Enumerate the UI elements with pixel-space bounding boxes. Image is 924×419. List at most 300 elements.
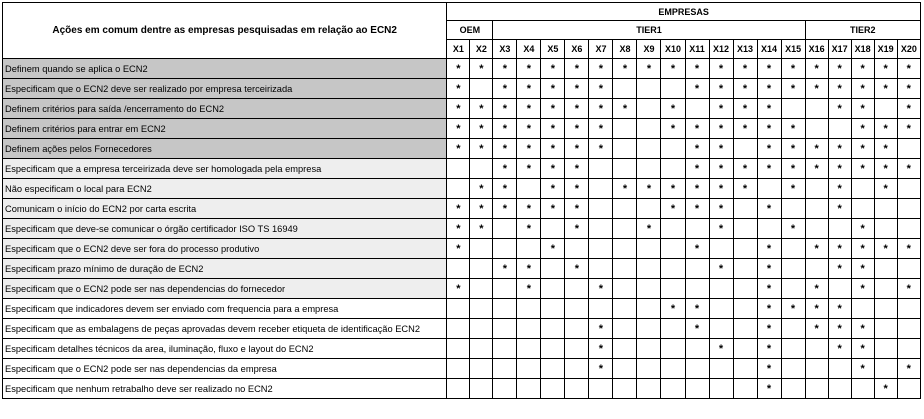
- mark-cell-empty: [709, 299, 733, 319]
- mark-cell-checked: *: [565, 99, 589, 119]
- mark-cell-empty: [661, 359, 685, 379]
- mark-cell-checked: *: [757, 279, 781, 299]
- action-label: Especificam que nenhum retrabalho deve ser realizado no ECN2: [3, 379, 447, 399]
- mark-cell-empty: [685, 379, 709, 399]
- mark-cell-empty: [805, 379, 828, 399]
- mark-cell-empty: [897, 199, 920, 219]
- mark-cell-checked: *: [470, 219, 493, 239]
- mark-cell-empty: [851, 299, 874, 319]
- mark-cell-empty: [781, 339, 805, 359]
- mark-cell-empty: [685, 99, 709, 119]
- mark-cell-empty: [874, 259, 897, 279]
- mark-cell-empty: [757, 219, 781, 239]
- mark-cell-empty: [685, 279, 709, 299]
- mark-cell-empty: [897, 339, 920, 359]
- mark-cell-empty: [470, 319, 493, 339]
- column-header-x6: X6: [565, 40, 589, 59]
- column-header-x4: X4: [517, 40, 541, 59]
- table-row: [3, 59, 921, 79]
- mark-cell-checked: *: [733, 179, 757, 199]
- mark-cell-checked: *: [685, 139, 709, 159]
- mark-cell-empty: [613, 339, 637, 359]
- mark-cell-empty: [565, 299, 589, 319]
- mark-cell-empty: [613, 279, 637, 299]
- mark-cell-checked: *: [517, 199, 541, 219]
- mark-cell-empty: [897, 379, 920, 399]
- mark-cell-empty: [661, 79, 685, 99]
- mark-cell-checked: *: [733, 99, 757, 119]
- mark-cell-checked: *: [733, 59, 757, 79]
- mark-cell-checked: *: [757, 259, 781, 279]
- mark-cell-checked: *: [661, 99, 685, 119]
- table-row: [3, 99, 921, 119]
- mark-cell-checked: *: [661, 119, 685, 139]
- mark-cell-empty: [447, 339, 470, 359]
- mark-cell-checked: *: [828, 59, 851, 79]
- mark-cell-checked: *: [874, 179, 897, 199]
- mark-cell-empty: [565, 359, 589, 379]
- mark-cell-checked: *: [851, 319, 874, 339]
- table-row: [3, 219, 921, 239]
- mark-cell-checked: *: [757, 119, 781, 139]
- mark-cell-checked: *: [637, 179, 661, 199]
- mark-cell-empty: [613, 119, 637, 139]
- mark-cell-empty: [470, 239, 493, 259]
- table-row: [3, 339, 921, 359]
- mark-cell-empty: [874, 359, 897, 379]
- mark-cell-checked: *: [828, 319, 851, 339]
- mark-cell-checked: *: [757, 59, 781, 79]
- mark-cell-checked: *: [874, 79, 897, 99]
- mark-cell-empty: [470, 159, 493, 179]
- column-header-x10: X10: [661, 40, 685, 59]
- mark-cell-checked: *: [874, 159, 897, 179]
- mark-cell-checked: *: [685, 59, 709, 79]
- mark-cell-checked: *: [565, 179, 589, 199]
- mark-cell-empty: [470, 299, 493, 319]
- mark-cell-empty: [661, 239, 685, 259]
- mark-cell-empty: [589, 159, 613, 179]
- mark-cell-empty: [589, 219, 613, 239]
- mark-cell-empty: [828, 119, 851, 139]
- mark-cell-checked: *: [589, 59, 613, 79]
- mark-cell-checked: *: [470, 99, 493, 119]
- mark-cell-empty: [541, 279, 565, 299]
- mark-cell-empty: [733, 239, 757, 259]
- mark-cell-checked: *: [589, 359, 613, 379]
- mark-cell-empty: [613, 259, 637, 279]
- mark-cell-checked: *: [661, 59, 685, 79]
- mark-cell-empty: [613, 219, 637, 239]
- mark-cell-checked: *: [541, 179, 565, 199]
- mark-cell-empty: [828, 279, 851, 299]
- mark-cell-empty: [685, 259, 709, 279]
- mark-cell-empty: [637, 159, 661, 179]
- mark-cell-empty: [733, 359, 757, 379]
- mark-cell-empty: [781, 359, 805, 379]
- mark-cell-empty: [613, 319, 637, 339]
- mark-cell-empty: [541, 219, 565, 239]
- mark-cell-empty: [874, 299, 897, 319]
- mark-cell-checked: *: [493, 99, 517, 119]
- action-label: Especificam que o ECN2 pode ser nas dependencias da empresa: [3, 359, 447, 379]
- mark-cell-checked: *: [709, 59, 733, 79]
- mark-cell-empty: [493, 319, 517, 339]
- mark-cell-checked: *: [493, 179, 517, 199]
- mark-cell-checked: *: [828, 299, 851, 319]
- mark-cell-empty: [874, 279, 897, 299]
- mark-cell-empty: [733, 259, 757, 279]
- mark-cell-checked: *: [493, 199, 517, 219]
- mark-cell-checked: *: [447, 199, 470, 219]
- column-header-x5: X5: [541, 40, 565, 59]
- column-header-x11: X11: [685, 40, 709, 59]
- mark-cell-checked: *: [589, 79, 613, 99]
- mark-cell-checked: *: [757, 239, 781, 259]
- mark-cell-empty: [805, 219, 828, 239]
- action-label: Comunicam o início do ECN2 por carta escrita: [3, 199, 447, 219]
- mark-cell-empty: [470, 79, 493, 99]
- mark-cell-empty: [613, 139, 637, 159]
- mark-cell-empty: [541, 319, 565, 339]
- action-label: Especificam que as embalagens de peças aprovadas devem receber etiqueta de identificação ECN2: [3, 319, 447, 339]
- mark-cell-empty: [637, 99, 661, 119]
- mark-cell-checked: *: [805, 239, 828, 259]
- mark-cell-checked: *: [897, 159, 920, 179]
- mark-cell-checked: *: [709, 179, 733, 199]
- mark-cell-checked: *: [447, 139, 470, 159]
- mark-cell-empty: [661, 219, 685, 239]
- mark-cell-empty: [733, 299, 757, 319]
- mark-cell-checked: *: [781, 219, 805, 239]
- mark-cell-empty: [517, 319, 541, 339]
- mark-cell-checked: *: [541, 119, 565, 139]
- mark-cell-checked: *: [828, 179, 851, 199]
- mark-cell-empty: [493, 279, 517, 299]
- mark-cell-checked: *: [517, 139, 541, 159]
- table-row: [3, 159, 921, 179]
- mark-cell-checked: *: [781, 179, 805, 199]
- mark-cell-checked: *: [541, 139, 565, 159]
- mark-cell-empty: [517, 239, 541, 259]
- table-row: [3, 319, 921, 339]
- mark-cell-empty: [637, 199, 661, 219]
- mark-cell-checked: *: [709, 339, 733, 359]
- mark-cell-empty: [661, 279, 685, 299]
- mark-cell-empty: [447, 159, 470, 179]
- mark-cell-checked: *: [805, 59, 828, 79]
- mark-cell-empty: [517, 179, 541, 199]
- mark-cell-checked: *: [470, 139, 493, 159]
- mark-cell-checked: *: [851, 119, 874, 139]
- mark-cell-checked: *: [589, 319, 613, 339]
- mark-cell-checked: *: [851, 239, 874, 259]
- mark-cell-checked: *: [565, 79, 589, 99]
- mark-cell-empty: [637, 279, 661, 299]
- mark-cell-empty: [781, 279, 805, 299]
- action-label: Especificam que deve-se comunicar o órgão certificador ISO TS 16949: [3, 219, 447, 239]
- mark-cell-checked: *: [589, 99, 613, 119]
- mark-cell-checked: *: [757, 379, 781, 399]
- mark-cell-empty: [685, 339, 709, 359]
- mark-cell-empty: [805, 99, 828, 119]
- mark-cell-empty: [709, 359, 733, 379]
- mark-cell-checked: *: [493, 79, 517, 99]
- action-label: Especificam detalhes técnicos da area, iluminação, fluxo e layout do ECN2: [3, 339, 447, 359]
- mark-cell-empty: [637, 379, 661, 399]
- mark-cell-checked: *: [851, 159, 874, 179]
- mark-cell-checked: *: [589, 139, 613, 159]
- mark-cell-checked: *: [517, 159, 541, 179]
- mark-cell-checked: *: [851, 59, 874, 79]
- mark-cell-empty: [589, 299, 613, 319]
- mark-cell-checked: *: [805, 299, 828, 319]
- mark-cell-checked: *: [781, 119, 805, 139]
- mark-cell-empty: [897, 319, 920, 339]
- column-header-x8: X8: [613, 40, 637, 59]
- mark-cell-empty: [637, 139, 661, 159]
- mark-cell-empty: [637, 79, 661, 99]
- mark-cell-empty: [637, 319, 661, 339]
- mark-cell-empty: [613, 199, 637, 219]
- column-header-x3: X3: [493, 40, 517, 59]
- table-row: [3, 179, 921, 199]
- mark-cell-empty: [828, 379, 851, 399]
- mark-cell-checked: *: [709, 99, 733, 119]
- mark-cell-checked: *: [637, 59, 661, 79]
- mark-cell-checked: *: [897, 119, 920, 139]
- mark-cell-checked: *: [470, 59, 493, 79]
- mark-cell-empty: [897, 299, 920, 319]
- mark-cell-checked: *: [565, 119, 589, 139]
- mark-cell-checked: *: [447, 119, 470, 139]
- mark-cell-empty: [733, 219, 757, 239]
- mark-cell-checked: *: [897, 99, 920, 119]
- mark-cell-checked: *: [709, 219, 733, 239]
- mark-cell-checked: *: [805, 279, 828, 299]
- mark-cell-checked: *: [757, 79, 781, 99]
- mark-cell-empty: [613, 379, 637, 399]
- mark-cell-checked: *: [589, 119, 613, 139]
- mark-cell-empty: [493, 219, 517, 239]
- mark-cell-empty: [757, 179, 781, 199]
- mark-cell-checked: *: [757, 199, 781, 219]
- mark-cell-empty: [470, 259, 493, 279]
- action-label: Especificam prazo mínimo de duração de ECN2: [3, 259, 447, 279]
- mark-cell-empty: [661, 159, 685, 179]
- mark-cell-empty: [493, 379, 517, 399]
- actions-table-body: [3, 59, 921, 399]
- mark-cell-empty: [661, 339, 685, 359]
- mark-cell-empty: [637, 339, 661, 359]
- group-header-oem: OEM: [447, 21, 493, 40]
- mark-cell-checked: *: [447, 79, 470, 99]
- mark-cell-empty: [589, 239, 613, 259]
- mark-cell-checked: *: [897, 279, 920, 299]
- mark-cell-empty: [470, 339, 493, 359]
- mark-cell-checked: *: [447, 219, 470, 239]
- mark-cell-empty: [517, 299, 541, 319]
- column-header-x13: X13: [733, 40, 757, 59]
- mark-cell-empty: [851, 199, 874, 219]
- mark-cell-checked: *: [613, 99, 637, 119]
- mark-cell-empty: [541, 299, 565, 319]
- mark-cell-checked: *: [709, 139, 733, 159]
- mark-cell-empty: [733, 139, 757, 159]
- mark-cell-checked: *: [493, 159, 517, 179]
- mark-cell-empty: [874, 319, 897, 339]
- mark-cell-checked: *: [637, 219, 661, 239]
- mark-cell-checked: *: [685, 79, 709, 99]
- mark-cell-checked: *: [805, 139, 828, 159]
- mark-cell-checked: *: [757, 299, 781, 319]
- mark-cell-empty: [541, 359, 565, 379]
- mark-cell-checked: *: [709, 259, 733, 279]
- mark-cell-empty: [589, 259, 613, 279]
- table-row: [3, 119, 921, 139]
- mark-cell-checked: *: [565, 219, 589, 239]
- mark-cell-checked: *: [589, 279, 613, 299]
- mark-cell-empty: [805, 119, 828, 139]
- table-row: [3, 259, 921, 279]
- mark-cell-checked: *: [470, 119, 493, 139]
- mark-cell-empty: [613, 299, 637, 319]
- mark-cell-checked: *: [541, 159, 565, 179]
- mark-cell-empty: [517, 379, 541, 399]
- mark-cell-checked: *: [447, 59, 470, 79]
- mark-cell-empty: [897, 179, 920, 199]
- mark-cell-empty: [447, 379, 470, 399]
- mark-cell-checked: *: [661, 199, 685, 219]
- mark-cell-empty: [613, 239, 637, 259]
- mark-cell-checked: *: [851, 279, 874, 299]
- mark-cell-checked: *: [733, 119, 757, 139]
- column-header-x18: X18: [851, 40, 874, 59]
- mark-cell-checked: *: [565, 159, 589, 179]
- mark-cell-checked: *: [685, 179, 709, 199]
- mark-cell-empty: [828, 219, 851, 239]
- mark-cell-empty: [874, 219, 897, 239]
- mark-cell-checked: *: [517, 99, 541, 119]
- mark-cell-checked: *: [851, 99, 874, 119]
- mark-cell-checked: *: [757, 159, 781, 179]
- mark-cell-checked: *: [470, 179, 493, 199]
- column-header-x15: X15: [781, 40, 805, 59]
- mark-cell-checked: *: [757, 319, 781, 339]
- mark-cell-empty: [851, 379, 874, 399]
- mark-cell-empty: [685, 359, 709, 379]
- action-label: Especificam que o ECN2 pode ser nas dependencias do fornecedor: [3, 279, 447, 299]
- mark-cell-empty: [470, 379, 493, 399]
- mark-cell-checked: *: [470, 199, 493, 219]
- mark-cell-empty: [781, 259, 805, 279]
- mark-cell-checked: *: [709, 159, 733, 179]
- mark-cell-checked: *: [517, 59, 541, 79]
- mark-cell-checked: *: [781, 59, 805, 79]
- mark-cell-checked: *: [897, 79, 920, 99]
- mark-cell-checked: *: [874, 139, 897, 159]
- mark-cell-empty: [781, 319, 805, 339]
- mark-cell-checked: *: [851, 219, 874, 239]
- mark-cell-checked: *: [805, 159, 828, 179]
- column-header-x12: X12: [709, 40, 733, 59]
- mark-cell-checked: *: [828, 99, 851, 119]
- mark-cell-checked: *: [493, 139, 517, 159]
- mark-cell-checked: *: [828, 259, 851, 279]
- mark-cell-checked: *: [874, 379, 897, 399]
- mark-cell-checked: *: [805, 319, 828, 339]
- mark-cell-checked: *: [757, 339, 781, 359]
- mark-cell-empty: [565, 339, 589, 359]
- mark-cell-checked: *: [541, 199, 565, 219]
- mark-cell-checked: *: [685, 199, 709, 219]
- mark-cell-checked: *: [517, 279, 541, 299]
- mark-cell-empty: [637, 359, 661, 379]
- table-row: [3, 199, 921, 219]
- mark-cell-empty: [805, 179, 828, 199]
- action-label: Definem ações pelos Fornecedores: [3, 139, 447, 159]
- table-row: [3, 79, 921, 99]
- column-header-x19: X19: [874, 40, 897, 59]
- mark-cell-checked: *: [589, 339, 613, 359]
- mark-cell-checked: *: [565, 139, 589, 159]
- mark-cell-checked: *: [828, 159, 851, 179]
- mark-cell-checked: *: [685, 319, 709, 339]
- mark-cell-checked: *: [851, 339, 874, 359]
- table-row: [3, 359, 921, 379]
- mark-cell-empty: [897, 219, 920, 239]
- mark-cell-empty: [493, 339, 517, 359]
- column-header-x1: X1: [447, 40, 470, 59]
- mark-cell-empty: [541, 339, 565, 359]
- mark-cell-empty: [493, 359, 517, 379]
- mark-cell-checked: *: [613, 179, 637, 199]
- mark-cell-checked: *: [685, 119, 709, 139]
- mark-cell-empty: [661, 319, 685, 339]
- mark-cell-checked: *: [781, 159, 805, 179]
- mark-cell-empty: [828, 359, 851, 379]
- mark-cell-empty: [874, 199, 897, 219]
- mark-cell-empty: [447, 259, 470, 279]
- empresas-header: EMPRESAS: [447, 3, 921, 21]
- mark-cell-empty: [589, 379, 613, 399]
- mark-cell-empty: [661, 259, 685, 279]
- mark-cell-checked: *: [781, 299, 805, 319]
- mark-cell-empty: [685, 219, 709, 239]
- mark-cell-empty: [805, 339, 828, 359]
- mark-cell-empty: [565, 279, 589, 299]
- mark-cell-empty: [565, 319, 589, 339]
- column-header-x14: X14: [757, 40, 781, 59]
- mark-cell-empty: [589, 199, 613, 219]
- mark-cell-empty: [447, 299, 470, 319]
- mark-cell-empty: [470, 359, 493, 379]
- mark-cell-checked: *: [517, 259, 541, 279]
- group-header-tier1: TIER1: [493, 21, 805, 40]
- mark-cell-empty: [661, 379, 685, 399]
- mark-cell-checked: *: [709, 79, 733, 99]
- action-label: Definem critérios para entrar em ECN2: [3, 119, 447, 139]
- column-header-x9: X9: [637, 40, 661, 59]
- mark-cell-empty: [517, 339, 541, 359]
- mark-cell-empty: [709, 379, 733, 399]
- mark-cell-checked: *: [541, 59, 565, 79]
- action-label: Não especificam o local para ECN2: [3, 179, 447, 199]
- mark-cell-empty: [613, 359, 637, 379]
- mark-cell-empty: [733, 339, 757, 359]
- mark-cell-checked: *: [828, 79, 851, 99]
- action-label: Especificam que o ECN2 deve ser realizado por empresa terceirizada: [3, 79, 447, 99]
